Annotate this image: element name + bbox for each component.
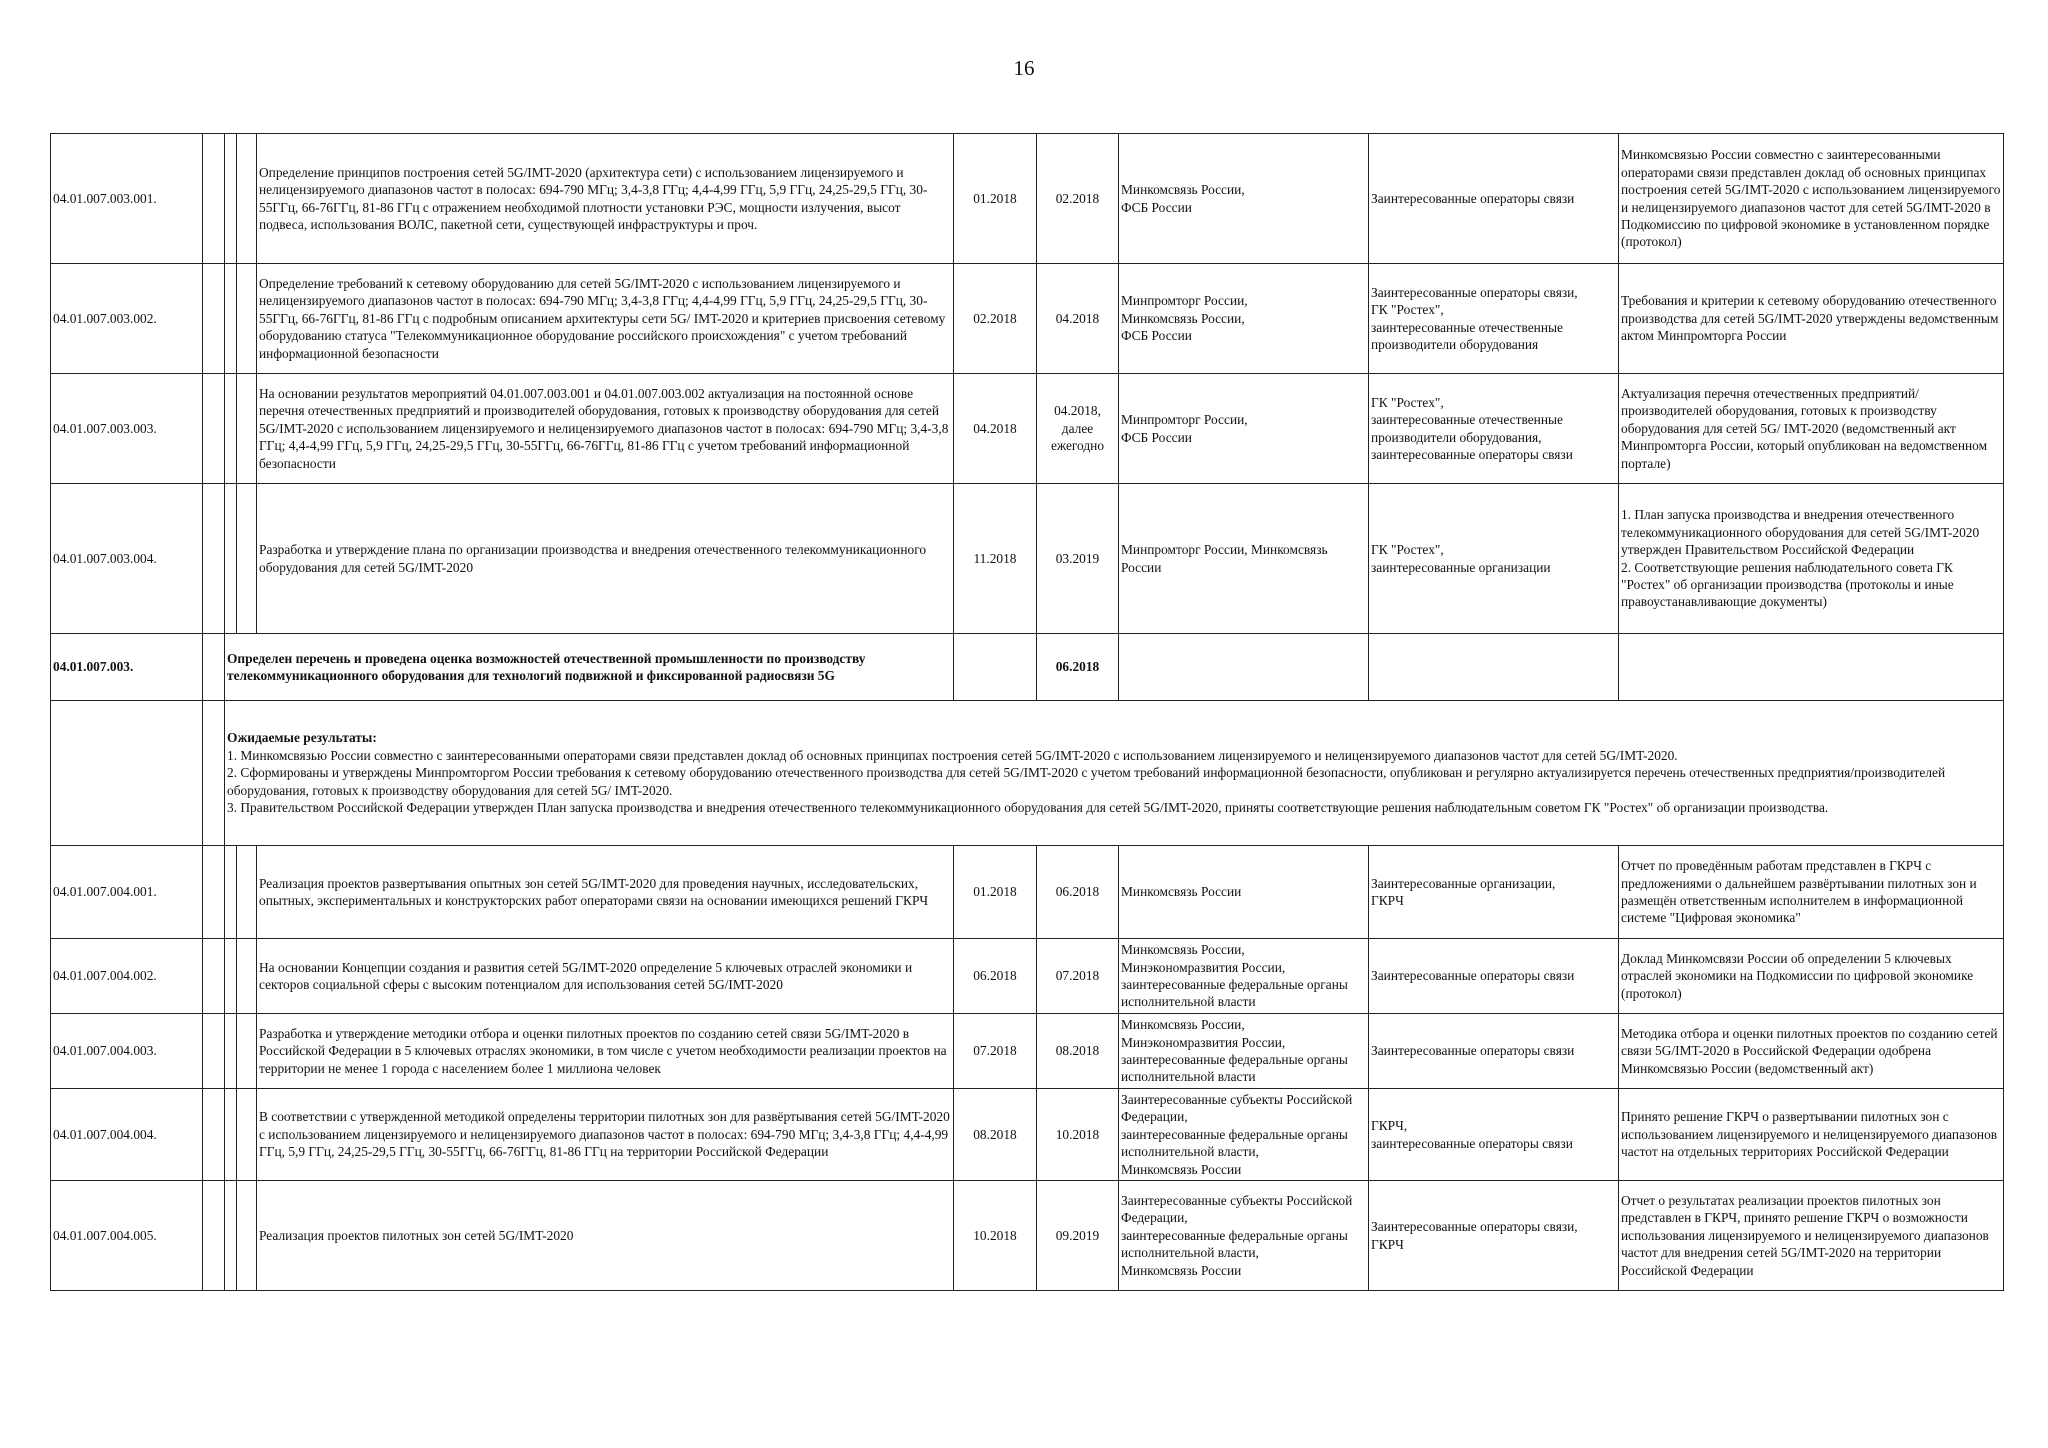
activity-responsible: Минпромторг России, ФСБ России [1119,374,1369,484]
activity-code: 04.01.007.004.003. [51,1014,203,1089]
activity-result: Требования и критерии к сетевому оборудованию отечественного производства для сетей 5G/IMT-2020 утверждены ведомственным актом Минпромторга России [1619,264,2004,374]
milestone-result [1619,634,2004,701]
activity-participants: ГКРЧ, заинтересованные операторы связи [1369,1089,1619,1181]
activity-end-date: 02.2018 [1037,134,1119,264]
level-cell [237,939,257,1014]
activity-start-date: 06.2018 [954,939,1037,1014]
activity-row [51,374,2004,484]
activity-title: На основании Концепции создания и развития сетей 5G/IMT-2020 определение 5 ключевых отраслей экономики и секторов социальной сферы с высоким потенциалом для использования сетей 5G/IMT-2020 [257,939,954,1014]
level-cell [203,1181,225,1291]
activities-block-004 [51,846,2004,1291]
level-cell [225,1014,237,1089]
activity-responsible: Минкомсвязь России, Минэкономразвития России, заинтересованные федеральные органы исполнительной власти [1119,1014,1369,1089]
level-cell [225,484,237,634]
activity-title: Определение принципов построения сетей 5G/IMT-2020 (архитектура сети) с использованием лицензируемого и нелицензируемого диапазонов частот в полосах: 694-790 МГц; 3,4-3,8 ГГц; 4,4-4,99 ГГц, 5,9 ГГц, 24,25-29,5 ГГц, 30-55ГГц, 66-76ГГц, 81-86 ГГц с отражением необходимой плотности установки РЭС, мощности излучения, высот подвеса, использования ВОЛС, пакетной сети, существующей инфраструктуры и проч. [257,134,954,264]
activity-code: 04.01.007.004.004. [51,1089,203,1181]
activity-result: Доклад Минкомсвязи России об определении 5 ключевых отраслей экономики на Подкомиссии по цифровой экономике (протокол) [1619,939,2004,1014]
activity-code: 04.01.007.004.005. [51,1181,203,1291]
activity-row [51,1181,2004,1291]
level-cell [237,134,257,264]
empty-code-cell [51,701,203,846]
expected-result-1: 1. Минкомсвязью России совместно с заинтересованными операторами связи представлен доклад об основных принципах построения сетей 5G/IMT-2020 с использованием лицензируемого и нелицензируемого диапазонов частот для сетей 5G/IMT-2020. [227,747,1678,763]
activity-participants: ГК "Ростех", заинтересованные организации [1369,484,1619,634]
activity-result: Минкомсвязью России совместно с заинтересованными операторами связи представлен доклад об основных принципах построения сетей 5G/IMT-2020 с использованием лицензируемого и нелицензируемого диапазонов частот для сетей 5G/IMT-2020 в Подкомиссию по цифровой экономике в установленном порядке (протокол) [1619,134,2004,264]
activity-row [51,939,2004,1014]
activity-start-date: 08.2018 [954,1089,1037,1181]
activity-end-date: 04.2018, далее ежегодно [1037,374,1119,484]
level-cell [225,134,237,264]
level-cell [203,374,225,484]
activity-result: Методика отбора и оценки пилотных проектов по созданию сетей связи 5G/IMT-2020 в Российской Федерации одобрена Минкомсвязью России (ведомственный акт) [1619,1014,2004,1089]
activity-end-date: 03.2019 [1037,484,1119,634]
activity-responsible: Заинтересованные субъекты Российской Федерации, заинтересованные федеральные органы исполнительной власти, Минкомсвязь России [1119,1181,1369,1291]
activity-responsible: Минкомсвязь России, ФСБ России [1119,134,1369,264]
level-cell [203,939,225,1014]
activity-title: Реализация проектов пилотных зон сетей 5G/IMT-2020 [257,1181,954,1291]
milestone-code: 04.01.007.003. [51,634,203,701]
activity-participants: Заинтересованные операторы связи [1369,939,1619,1014]
activity-responsible: Минпромторг России, Минкомсвязь России, ФСБ России [1119,264,1369,374]
activity-end-date: 07.2018 [1037,939,1119,1014]
level-cell [203,484,225,634]
activity-row [51,264,2004,374]
level-cell [203,1014,225,1089]
level-cell [203,701,225,846]
activity-code: 04.01.007.003.004. [51,484,203,634]
activity-row [51,1014,2004,1089]
activity-responsible: Заинтересованные субъекты Российской Федерации, заинтересованные федеральные органы исполнительной власти, Минкомсвязь России [1119,1089,1369,1181]
level-cell [203,134,225,264]
activity-title: На основании результатов мероприятий 04.01.007.003.001 и 04.01.007.003.002 актуализация на постоянной основе перечня отечественных предприятий и производителей оборудования, готовых к производству оборудования для сетей 5G/IMT-2020 с использованием лицензируемого и нелицензируемого диапазонов частот в полосах: 694-790 МГц; 3,4-3,8 ГГц; 4,4-4,99 ГГц, 5,9 ГГц, 24,25-29,5 ГГц, 30-55ГГц, 66-76ГГц, 81-86 ГГц с учетом требований информационной безопасности [257,374,954,484]
activity-participants: Заинтересованные операторы связи [1369,1014,1619,1089]
activity-participants: Заинтересованные операторы связи, ГКРЧ [1369,1181,1619,1291]
activity-result: Актуализация перечня отечественных предприятий/производителей оборудования, готовых к производству оборудования для сетей 5G/ IMT-2020 (ведомственный акт Минпромторга России, который опубликован на ведомственном портале) [1619,374,2004,484]
activity-row [51,484,2004,634]
expected-results-row [51,701,2004,846]
level-cell [225,264,237,374]
expected-results [225,701,2004,846]
activity-code: 04.01.007.003.003. [51,374,203,484]
activity-start-date: 07.2018 [954,1014,1037,1089]
activity-code: 04.01.007.004.002. [51,939,203,1014]
activity-end-date: 06.2018 [1037,846,1119,939]
activity-responsible: Минпромторг России, Минкомсвязь России [1119,484,1369,634]
activity-result: Отчет о результатах реализации проектов пилотных зон представлен в ГКРЧ, принято решение ГКРЧ о возможности использования лицензируемого и нелицензируемого диапазонов частот для внедрения сетей 5G/IMT-2020 на территории Российской Федерации [1619,1181,2004,1291]
level-cell [203,1089,225,1181]
activity-start-date: 02.2018 [954,264,1037,374]
plan-table [50,133,2004,1291]
level-cell [237,484,257,634]
activity-row [51,846,2004,939]
level-cell [237,264,257,374]
milestone-end: 06.2018 [1037,634,1119,701]
expected-results-heading: Ожидаемые результаты: [227,730,377,746]
level-cell [237,1089,257,1181]
activity-participants: ГК "Ростех", заинтересованные отечественные производители оборудования, заинтересованные операторы связи [1369,374,1619,484]
activity-responsible: Минкомсвязь России, Минэкономразвития России, заинтересованные федеральные органы исполнительной власти [1119,939,1369,1014]
level-cell [237,374,257,484]
activity-code: 04.01.007.003.001. [51,134,203,264]
level-cell [225,1089,237,1181]
activity-result: Отчет по проведённым работам представлен в ГКРЧ с предложениями о дальнейшем развёртывании пилотных зон и размещён ответственным исполнителем в информационной системе "Цифровая экономика" [1619,846,2004,939]
activities-block-003 [51,134,2004,634]
activity-row [51,134,2004,264]
milestone-start [954,634,1037,701]
level-cell [203,846,225,939]
milestone-title: Определен перечень и проведена оценка возможностей отечественной промышленности по производству телекоммуникационного оборудования для технологий подвижной и фиксированной радиосвязи 5G [225,634,954,701]
level-cell [225,939,237,1014]
activity-end-date: 09.2019 [1037,1181,1119,1291]
activity-start-date: 11.2018 [954,484,1037,634]
activity-responsible: Минкомсвязь России [1119,846,1369,939]
expected-result-2: 2. Сформированы и утверждены Минпромторгом России требования к сетевому оборудованию отечественного производства для сетей 5G/IMT-2020 с учетом требований информационной безопасности, опубликован и регулярно актуализируется перечень отечественных предприятия/производителей оборудования, готовых к производству оборудования для сетей 5G/ IMT-2020. [227,765,1946,798]
activity-title: Определение требований к сетевому оборудованию для сетей 5G/IMT-2020 с использованием лицензируемого и нелицензируемого диапазонов частот в полосах: 694-790 МГц; 3,4-3,8 ГГц; 4,4-4,99 ГГц, 5,9 ГГц, 24,25-29,5 ГГц, 30-55ГГц, 66-76ГГц, 81-86 ГГц с подробным описанием архитектуры сети 5G/ IMT-2020 и критериев присвоения сетевому оборудованию статуса "Телекоммуникационное оборудование российского происхождения" с учетом требований информационной безопасности [257,264,954,374]
activity-participants: Заинтересованные организации, ГКРЧ [1369,846,1619,939]
activity-end-date: 04.2018 [1037,264,1119,374]
activity-result: 1. План запуска производства и внедрения отечественного телекоммуникационного оборудования для сетей 5G/IMT-2020 утвержден Правительством Российской Федерации 2. Соответствующие решения наблюдательного совета ГК "Ростех" об организации производства (протоколы и иные правоустанавливающие документы) [1619,484,2004,634]
level-cell [225,846,237,939]
level-cell [237,846,257,939]
milestone-row [51,634,2004,701]
activity-start-date: 10.2018 [954,1181,1037,1291]
activity-code: 04.01.007.003.002. [51,264,203,374]
activity-start-date: 01.2018 [954,846,1037,939]
milestone-responsible [1119,634,1369,701]
activity-end-date: 08.2018 [1037,1014,1119,1089]
activity-end-date: 10.2018 [1037,1089,1119,1181]
level-cell [203,634,225,701]
activity-title: В соответствии с утвержденной методикой определены территории пилотных зон для развёртывания сетей 5G/IMT-2020 с использованием лицензируемого и нелицензируемого диапазонов частот в полосах: 694-790 МГц; 3,4-3,8 ГГц; 4,4-4,99 ГГц, 5,9 ГГц, 24,25-29,5 ГГц, 30-55ГГц, 66-76ГГц, 81-86 ГГц на территории Российской Федерации [257,1089,954,1181]
activity-title: Разработка и утверждение плана по организации производства и внедрения отечественного телекоммуникационного оборудования для сетей 5G/IMT-2020 [257,484,954,634]
activity-row [51,1089,2004,1181]
level-cell [237,1014,257,1089]
activity-participants: Заинтересованные операторы связи, ГК "Ростех", заинтересованные отечественные производители оборудования [1369,264,1619,374]
page-number: 16 [1013,56,1035,80]
expected-result-3: 3. Правительством Российской Федерации утвержден План запуска производства и внедрения отечественного телекоммуникационного оборудования для сетей 5G/IMT-2020, приняты соответствующие решения наблюдательным советом ГК "Ростех" об организации производства. [227,800,1829,816]
activity-result: Принято решение ГКРЧ о развертывании пилотных зон с использованием лицензируемого и нелицензируемого диапазонов частот на отдельных территориях Российской Федерации [1619,1089,2004,1181]
level-cell [225,374,237,484]
activity-title: Реализация проектов развертывания опытных зон сетей 5G/IMT-2020 для проведения научных, исследовательских, опытных, экспериментальных и конструкторских работ операторами связи на основании имеющихся решений ГКРЧ [257,846,954,939]
activity-code: 04.01.007.004.001. [51,846,203,939]
level-cell [225,1181,237,1291]
activity-participants: Заинтересованные операторы связи [1369,134,1619,264]
milestone-participants [1369,634,1619,701]
activity-title: Разработка и утверждение методики отбора и оценки пилотных проектов по созданию сетей связи 5G/IMT-2020 в Российской Федерации в 5 ключевых отраслях экономики, в том числе с учетом необходимости реализации проектов на территории не менее 1 города с населением более 1 миллиона человек [257,1014,954,1089]
milestone-block [51,634,2004,846]
level-cell [237,1181,257,1291]
activity-start-date: 01.2018 [954,134,1037,264]
level-cell [203,264,225,374]
activity-start-date: 04.2018 [954,374,1037,484]
